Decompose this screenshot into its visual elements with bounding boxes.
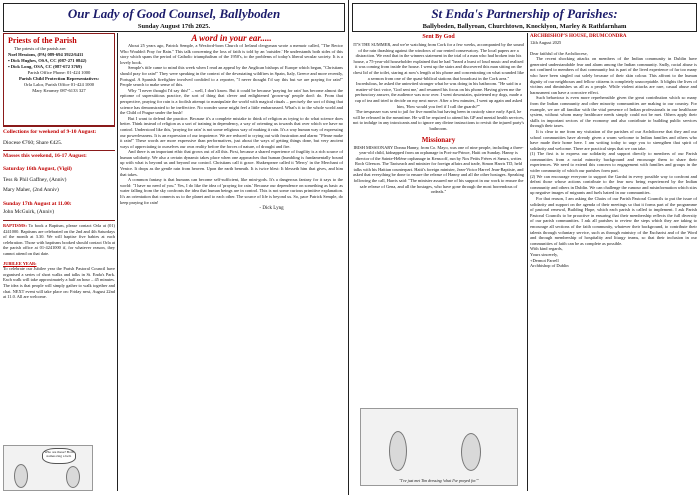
missionary-text: IRISH MISSIONARY Donna Hanny, from Co. Mayo, was one of nine people, including a three-year-old child, kidnapped from an orphanage in Port-au-Prince, Haiti on Sunday. Hanny is director of the Sainte-Hélène orphanage in Kenscoff, run by Nos Petits Frères et Sœurs, writes Roch Gleeson. The Taoiseach and minister for foreign affairs and trade, Simon Harris TD, held talks with his Haitian counterpart. Haiti's foreign minister, Jean-Victor Harvel Jean-Baptiste, and asked that everything be done to ensure the release of Hanny and all the other hostages. Speaking following the call, Harris said: "The minister assured me of his support in our work to ensure the safe release of Gena, and all the hostages, who have gone through the most horrendous of ordeals." [352, 144, 525, 195]
child-protection-heading: Parish Child Protection Representatives: [18, 76, 100, 81]
letter-closing: +Dermot Farrell [530, 257, 559, 263]
article-para: But I want to defend the practice. Because it's a complete mistake to think of religion as trying to do what science does better. Think instead of religion as a sort of training in dependency, a way of orienting us towards that over which we have no control. Understood like this, 'praying for rain' is not some religious way of making it rain. It's a way human way of expressing our powerlessness. It is an expression of our impotence. We are reduced to crying out with frustration and alarm: "Please make it rain!" These words are more expressive than performatives, just about the ways of getting things done, but very ancient ways of appreciating to ourselves our own reality before the forces of nature, of drought and fire. [120, 115, 343, 149]
article-para: Semple's title came to mind this week when I read an appeal by the Anglican bishops of Europe which began, "Christians should pray for rain!" They were speaking in the context of the devastating wildfires in Spain, Italy, Greece and more recently, Portugal. A Spanish firefighter involved confided to a reporter, "I never thought I'd say this but we are praying for rain!" People search to make sense of this. [120, 65, 343, 88]
cartoon-caption: "I've just met Tim dressing 'what I've prayed for.'" [399, 478, 479, 483]
collections-title: Collections for weekend of 9-10 August: [3, 129, 97, 135]
middle-column [120, 33, 345, 491]
article-para: And there is an important ethic that grows out of all this. First, because a shared experience of fragility is a rich source of human solidarity. We also a certain dynamic takes place when one approaches that human (humbling is fundamentally bound up with what is beyond us and beyond our control. Christians call it grace. Shakespeare called it 'Mercy' in the Merchant of Venice. It drops as the gentle rain from heaven. Upon the earth beneath. It is twice blest: It blesseth him that gives, and him that takes. [120, 149, 343, 177]
parish-office-phone: Parish Office Phone: 01-424 1000 [27, 70, 91, 75]
cartoon-bubble: Who are these? Both names ring a bell. [42, 448, 76, 464]
article-para: A common fantasy is that humans can become self-sufficient, like mini-gods. It's a dangerous fantasy for it says to the world: "I have no need of you." Yes, I do like the idea of 'praying for rain.' Because our dependence on something as basic as water falling from the sky confronts the idea that human beings are in control. This is not some curious primitive explanation. It's an orientation that connects us to the planet and to each other. The source of life is beyond us. So, pace Patrick Semple, do keep praying for rain! [120, 177, 343, 205]
article-para: Why "I never thought I'd say this!" – well, I don't know. But it could be because 'praying for rain' has become almost the epitome of superstitious practice, the sort of thing that clever and enlightened 'grown-up' people don't do. From that perspective, praying for rain is a foolish attempt to manipulate the world with magical rituals – precisely the sort of thing that science has demonstrated to be ineffective. No wonder some might feel a little embarrassed. What's it to the whole world and the Child of Prague under the bush! [120, 87, 343, 116]
god-column [352, 33, 525, 491]
column-divider [117, 33, 118, 491]
child-protection-rep: Orla Lalor, Parish Office 01-424 1000 [23, 82, 95, 87]
letter-date: 12th August 2025 [530, 40, 562, 45]
letter-salutation: Dear faithful of the Archdiocese, [530, 50, 588, 56]
bulletin-date: Sunday August 17th 2025. [137, 23, 211, 30]
partnership-title: St Enda's Partnership of Parishes: [431, 6, 618, 21]
cartoon-figure [389, 431, 407, 471]
letter-closing: Archbishop of Dublin [530, 263, 569, 269]
letter-para: (1) The first is to express our solidarity and support directly to members of our Parish communities from a racial minority background and encourage them to share their experiences. We need to extend this concern to engagement with families and groups in the wider community of which our parishes form part. [530, 151, 697, 174]
priests-title: Priests of the Parish [8, 36, 77, 45]
jubilee-label: JUBILEE YEAR: [3, 260, 37, 266]
story-para: Incredulous, he asked the uninvited stranger what he was doing in his bathroom. "He said in a matter-of-fact voice, 'God sent me,' and resumed his focus on his phone. Having given me the perfunctory answer, the audience was now over. I went downstairs, quietened my dogs, made a cup of tea and tried to decide on my next move. After a few minutes, I went up again and asked him, 'How would you feel if I call the guards?'" [354, 81, 523, 109]
baptisms-label: BAPTISMS: [3, 223, 27, 228]
story-para: IT'S THE SUMMER, and we're watching from Cork for a few weeks, accompanied by the sound of the rain thrashing against the windows of our rented conservatory. The local papers are a distraction. We read that in the winners statement in the trial of a man who had broken into his house, a 75-year-old householder explained that he had "heard a burst of loud music and realised it was coming from inside the house. I went up the stairs and discovered this man sitting on the chest lid of the toilet, staring at now's length at his phone and concentrating on what sounded like a sermon from one of the quasi-biblical stations that broadcast in the Cork area." [352, 42, 524, 81]
partnership-parishes: Ballyboden, Ballyroan, Churchtown, Knocklyon, Marley & Rathfarnham [422, 23, 627, 30]
mass-intention: John McGuirk, (Anniv) [3, 209, 55, 215]
letter-para: (2) We can encourage everyone to support the Gardaí in every possible way to confront and defeat those whose actions contribute to the fear now being experienced by the Indian community and others in Dublin. We can challenge the rumour and misinformation which stirs up negative images of migrants and fuels hatred in our communities. [530, 173, 697, 196]
cartoon-right [360, 408, 518, 486]
cartoon-left [3, 445, 93, 491]
left-column [3, 33, 115, 491]
collections-diocese: Diocese €760; Share €425. [3, 140, 63, 146]
letter-para: Such behaviour is even more reprehensible given the great contribution which so many from the Indian community and other minority communities are making to our country. For example, we are all familiar with the vital presence of Indian professionals in our healthcare system, without whom many healthcare needs simply could not be met. Others apply their skills in important sectors of the economy and also contribute to building public services through their taxes. [530, 95, 697, 129]
priests-intro: The priests of the parish are: [14, 46, 67, 51]
center-divider [348, 0, 349, 495]
right-header [352, 3, 697, 32]
article-signature: - Dick Lyng [259, 206, 284, 212]
priest-line: ▪ Dick Long, OSA, CC (087-672 3769) [8, 64, 82, 69]
mass-intention: Mary Maher, (2nd Anniv) [3, 187, 59, 193]
column-divider [527, 33, 528, 491]
word-title: A word in your ear..... [191, 33, 272, 43]
sent-by-god-title: Sent By God [422, 34, 455, 40]
mass-intention: Tess & Phil Gaffney, (Anniv) [3, 177, 67, 183]
archbishop-title: ARCHBISHOP'S HOUSE, DRUMCONDRA [530, 34, 627, 39]
archbishop-column [530, 33, 697, 491]
sunday-heading: Sunday 17th August at 11.00: [3, 201, 72, 207]
child-protection-rep: Mary Kearney 087-6133 327 [32, 88, 86, 93]
letter-para: It is clear to me from my visitation of the parishes of our Archdiocese that they and our school communities have already given a warm welcome to Indian families and others who have made their home here. I am writing today to urge you to strengthen that spirit of solidarity and welcome. There are practical steps that we can take. [530, 128, 697, 151]
cartoon-figure [66, 466, 80, 488]
cartoon-figure [14, 464, 28, 488]
parish-title: Our Lady of Good Counsel, Ballyboden [67, 6, 281, 21]
letter-closing: Yours sincerely, [530, 251, 559, 257]
cartoon-figure [461, 433, 481, 471]
article-para: About 25 years ago, Patrick Semple, a Wexford-born Church of Ireland clergyman wrote a memoir called, "The Rector Who Wouldn't Pray for Rain." This talk concerning the loss of faith is told by an 'outsider.' He understands both sides of this story which spans the period of Catholic triumphalism of the 1950's, to the problems of today's liberal secular society. It is a lovely book. [120, 43, 343, 65]
letter-para: For that reason, I am asking the Chairs of our Parish Pastoral Councils to put the issue of solidarity and support on the agenda of their meetings so that it forms part of the programme of pastoral renewal, Building Hope, which each parish is called to implement. I ask Parish Pastoral Councils to be proactive in ensuring that their membership reflects the full diversity of our parish communities. I ask all parishes to review the steps which they are taking to encourage all sections of the faith community, whatever their background, to contribute their talents through voluntary service, such as through ministry of the Eucharist and of the Word and through membership of hospitality and liturgy teams, so that their inclusion in our communities of faith can be as complete as possible. [530, 196, 697, 246]
saturday-heading: Saturday 16th August, (Vigil) [3, 166, 72, 172]
baptisms-notice: BAPTISMS: To book a Baptism, please contact Orla at (01) 4241000. Baptisms are celebrated on the 2nd and 4th Saturdays of the month at 3.30. We will baptise five babies at each celebration. Those with baptisms booked should contact Orla at the parish office at 01-4241000 if, for whatever reason, they cannot attend on that date. [3, 223, 115, 256]
letter-para: The recent shocking attacks on members of the Indian community in Dublin have generated understandable fear and alarm among the Indian community. Sadly, racial abuse is not confined to members of that community but is part of the lived experience of far too many who have been singled out solely because of their skin colour. This affront to the human dignity of our neighbours and fellow citizens is completely unacceptable. It blights the lives of victims and diminishes us all as a people. While violent attacks are rare, casual abuse and harassment can have a corrosive effect. [530, 56, 697, 95]
jubilee-notice: To celebrate our Jubilee year the Parish Pastoral Council have organised a series of short walks and talks in St. Enda's Park. Each walk will take approximately a half an hour – 45 minutes. The idea is that people will simply gather to walk together and chat. NEXT event will take place on: Friday next, August 22nd at 11.0. All are welcome. [3, 266, 115, 300]
priests-box [3, 33, 115, 126]
priest-line: ▪ Dick Hughes, OSA, CC (087-271 0842) [8, 58, 87, 63]
story-para: The trespasser was sent to jail for five months but having been in custody since early April, he will be released in the meantime. He will be required to attend his GP and mental health services, not to indulge in any intoxicants and to ignore any divine instructions to revisit the injured party's bathroom. [352, 109, 525, 131]
left-header [3, 3, 345, 32]
letter-closing: With kind regards, [530, 246, 563, 252]
missionary-title: Missionary [421, 135, 456, 144]
priest-line: Noel Hessions, (PA) 089-694 3922/6411 [8, 52, 84, 57]
masses-title: Masses this weekend, 16-17 August: [3, 153, 87, 159]
